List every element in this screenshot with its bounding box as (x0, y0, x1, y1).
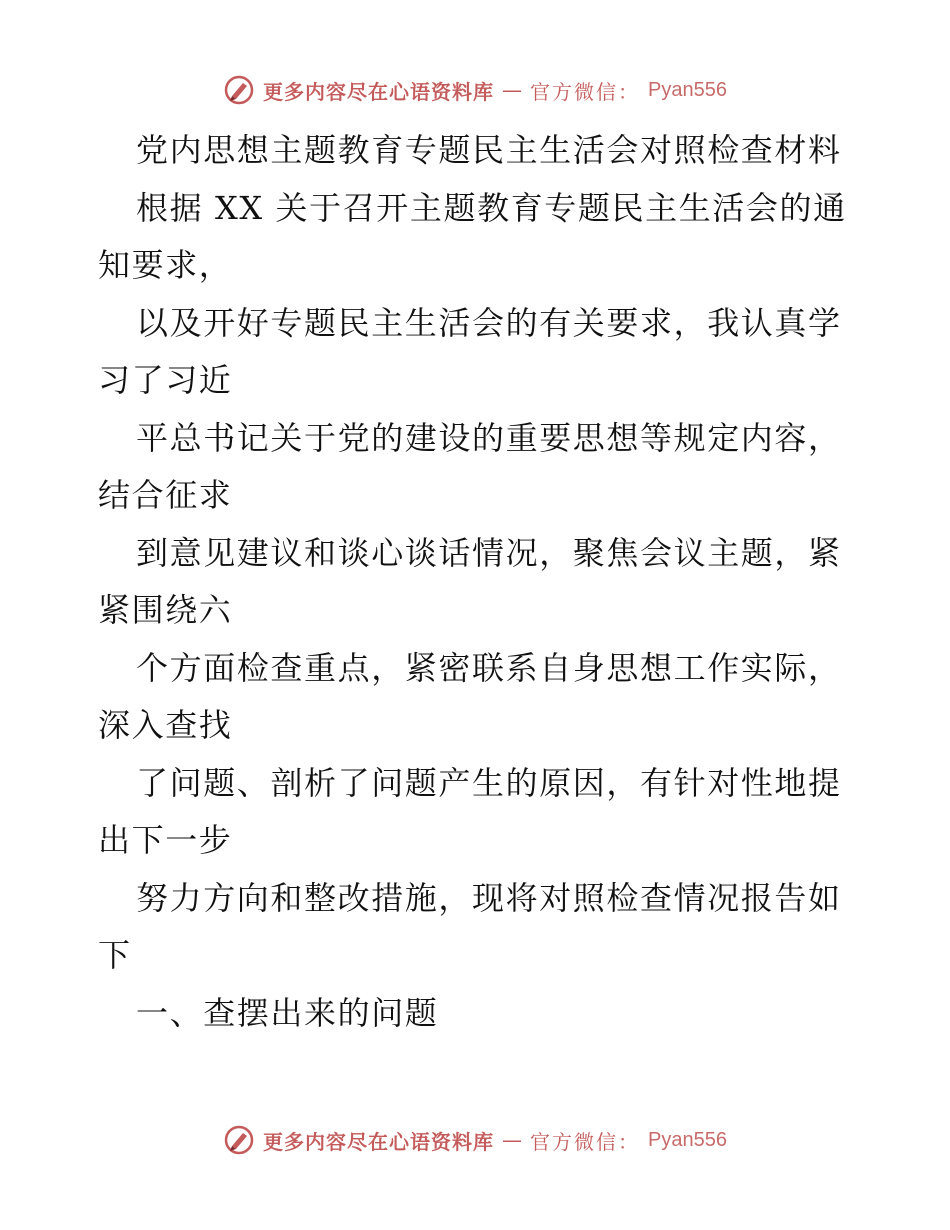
doc-line: 到意见建议和谈心谈话情况，聚焦会议主题，紧 (136, 533, 842, 572)
pen-logo-icon (223, 74, 255, 106)
doc-line: 一、查摆出来的问题 (136, 993, 439, 1032)
doc-line: 结合征求 (98, 476, 233, 514)
watermark-site-text: 更多内容尽在心语资料库 (263, 1129, 495, 1154)
doc-line: 下 (98, 936, 132, 974)
doc-line: 个方面检查重点，紧密联系自身思想工作实际， (136, 648, 842, 687)
watermark-wechat-id: Pyan556 (648, 78, 727, 101)
doc-line: 知要求， (98, 246, 233, 284)
watermark-dash: — (502, 78, 523, 102)
doc-line: 了问题、剖析了问题产生的原因，有针对性地提 (136, 763, 842, 802)
doc-line: 出下一步 (98, 821, 233, 859)
watermark-label: 官方微信： (530, 1129, 641, 1154)
watermark-label: 官方微信： (530, 79, 641, 104)
doc-line: 深入查找 (98, 706, 233, 744)
doc-line: 根据 XX 关于召开主题教育专题民主生活会的通 (136, 188, 847, 227)
doc-line: 党内思想主题教育专题民主生活会对照检查材料 (136, 131, 842, 169)
doc-line: 平总书记关于党的建设的重要思想等规定内容， (136, 418, 842, 457)
doc-line: 努力方向和整改措施，现将对照检查情况报告如 (136, 878, 842, 917)
header-watermark (0, 70, 950, 110)
footer-watermark (0, 1120, 950, 1160)
doc-line: 紧围绕六 (98, 591, 233, 629)
watermark-wechat-id: Pyan556 (648, 1128, 727, 1151)
watermark-dash: — (502, 1128, 523, 1152)
doc-line: 习了习近 (98, 361, 233, 399)
watermark-site-text: 更多内容尽在心语资料库 (263, 79, 495, 104)
doc-line: 以及开好专题民主生活会的有关要求，我认真学 (136, 303, 842, 342)
pen-logo-icon (223, 1124, 255, 1156)
document-body (98, 122, 858, 1042)
